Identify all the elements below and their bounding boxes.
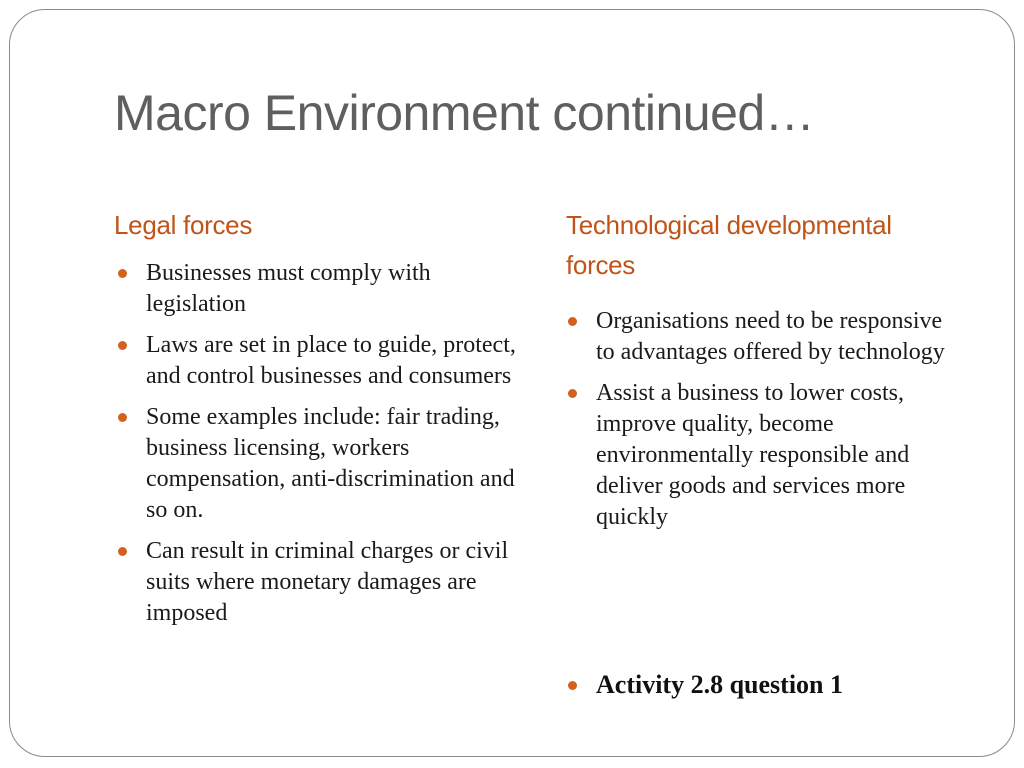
list-item bbox=[566, 378, 966, 533]
list-item bbox=[566, 306, 966, 368]
bullet-icon bbox=[118, 413, 127, 422]
list-item bbox=[116, 536, 516, 629]
list-item bbox=[116, 402, 516, 526]
list-item bbox=[116, 258, 516, 320]
list-item-text: Can result in criminal charges or civil suits where monetary damages are imposed bbox=[146, 538, 509, 626]
bullet-icon bbox=[568, 681, 577, 690]
activity-text: Activity 2.8 question 1 bbox=[596, 670, 843, 699]
list-item bbox=[116, 330, 516, 392]
legal-forces-list bbox=[116, 258, 516, 639]
bullet-icon bbox=[568, 389, 577, 398]
list-item-text: Assist a business to lower costs, improve quality, become environmentally responsible and deliver goods and services more quickly bbox=[596, 380, 910, 530]
bullet-icon bbox=[118, 269, 127, 278]
bullet-icon bbox=[568, 317, 577, 326]
legal-forces-heading: Legal forces bbox=[114, 210, 253, 240]
slide-title: Macro Environment continued… bbox=[114, 85, 815, 141]
bullet-icon bbox=[118, 341, 127, 350]
technological-forces-list bbox=[566, 306, 966, 543]
list-item-text: Organisations need to be responsive to advantages offered by technology bbox=[596, 308, 945, 365]
activity-reference bbox=[566, 668, 986, 702]
list-item-text: Businesses must comply with legislation bbox=[146, 260, 431, 317]
list-item-text: Laws are set in place to guide, protect, and control businesses and consumers bbox=[146, 332, 516, 389]
list-item-text: Some examples include: fair trading, business licensing, workers compensation, anti-discrimination and so on. bbox=[146, 404, 515, 523]
bullet-icon bbox=[118, 547, 127, 556]
technological-forces-heading: Technological developmental forces bbox=[566, 210, 892, 280]
